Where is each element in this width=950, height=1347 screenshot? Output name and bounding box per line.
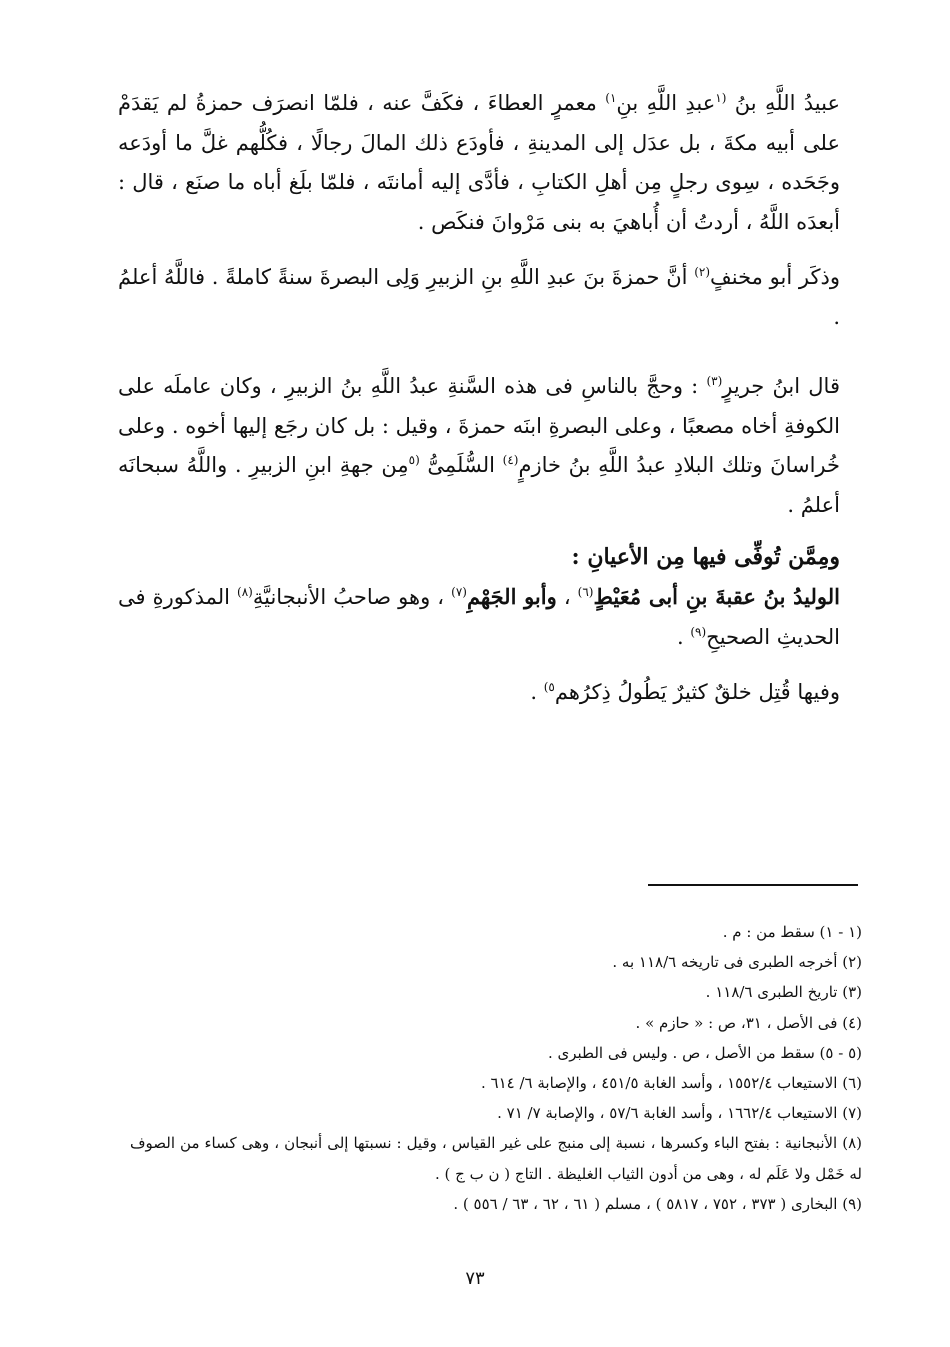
footnote-1: (١ - ١) سقط من : م . bbox=[722, 923, 862, 941]
paragraph-text: . bbox=[530, 680, 544, 704]
paragraph-abu-mikhnaf bbox=[118, 258, 840, 337]
person-name: الوليدُ بنُ عقبةَ بنِ أبى مُعَيْطٍ bbox=[593, 584, 840, 609]
paragraph-closing bbox=[118, 673, 840, 713]
footnote-marker[interactable]: (١ bbox=[715, 91, 727, 105]
paragraph-text: أنَّ حمزةَ بنَ عبدِ اللَّهِ بنِ الزبيرِ وَلِى البصرةَ سنةً كاملةً . فاللَّهُ أعلمُ . bbox=[118, 265, 840, 329]
paragraph-text: قال ابنُ جريرٍ bbox=[722, 374, 840, 398]
footnote-marker[interactable]: ٥) bbox=[543, 680, 555, 694]
footnote-3: (٣) تاريخ الطبرى ١١٨/٦ . bbox=[705, 983, 862, 1002]
person-name: وأبو الجَهْمِ bbox=[466, 584, 557, 609]
footnote-2: (٢) أخرجه الطبرى فى تاريخه ١١٨/٦ به . bbox=[612, 953, 862, 972]
paragraph-hamza-deposit bbox=[118, 84, 840, 242]
paragraph-text: المذكورةِ فى الحديثِ الصحيحِ bbox=[118, 585, 840, 649]
footnote-marker[interactable]: (٩) bbox=[690, 624, 707, 639]
footnote-4: (٤) فى الأصل ، ٣١، ص : « حازم » . bbox=[635, 1013, 862, 1032]
footnote-marker[interactable]: (٤) bbox=[502, 453, 519, 467]
paragraph-text: معمرٍ العطاءَ ، فكَفَّ عنه ، فلمّا انصرَف حمزةُ لم يَقدَمْ على أبيه مكةَ ، بل عدَل إلى المدينةِ ، فأودَع ذلك المالَ رجالًا ، فكُلُّهم غلَّ ما أودَعه وجَحَده ، سِوى رجلٍ مِن أهلِ الكتابِ ، فأدَّى إليه أمانتَه ، فلمّا بلَغ أباه ما صنَع ، قال : أبعدَه اللَّهُ ، أردتُ أن أُباهيَ به بنى مَرْوانَ فنكَص . bbox=[118, 91, 840, 234]
separator-line bbox=[648, 884, 858, 886]
paragraph-text: ، bbox=[556, 585, 578, 609]
paragraph-text: عبيدُ اللَّهِ بنُ bbox=[726, 91, 841, 115]
paragraph-text: ، وهو صاحبُ الأنبجانيَّةِ bbox=[252, 585, 452, 609]
paragraph-text: مِن جهةِ ابنِ الزبيرِ . واللَّهُ سبحانَه أعلمُ . bbox=[118, 453, 840, 517]
footnote-marker[interactable]: ١) bbox=[605, 91, 617, 105]
paragraph-ibn-jarir bbox=[118, 367, 840, 525]
footnote-8: (٨) الأنبجانية : بفتح الباء وكسرها ، نسبة إلى منبج على غير القياس ، وقيل : نسبتها إلى أنبجان ، وهى كساء من الصوف له خَمْل ولا عَلَم له ، وهى من أدون الثياب الغليظة . التاج ( ن ب ج ) . bbox=[130, 1134, 862, 1183]
section-heading: ومِمَّن تُوفِّى فيها مِن الأعيانِ : bbox=[571, 544, 840, 570]
footnote-marker[interactable]: (٦) bbox=[577, 585, 594, 599]
footnote-marker[interactable]: (٥ bbox=[408, 453, 420, 467]
paragraph-text: وذكَر أبو مخنفٍ bbox=[710, 265, 840, 289]
paragraph-text: : وحجَّ بالناسِ فى هذه السَّنةِ عبدُ اللَّهِ بنُ الزبيرِ ، وكان عاملَه على الكوفةِ أخاه مصعبًا ، وعلى البصرةِ ابنَه حمزةَ ، وقيل : بل كان رجَع إليها أخوه . وعلى خُراسانَ وتلك البلادِ عبدُ اللَّهِ بنُ خازمٍ bbox=[118, 374, 841, 477]
page-number: ٧٣ bbox=[465, 1268, 485, 1289]
footnote-marker[interactable]: (٣) bbox=[706, 374, 723, 388]
paragraph-text: . bbox=[676, 624, 691, 649]
paragraph-text: وفيها قُتِل خلقٌ كثيرٌ يَطُولُ ذِكرُهم bbox=[554, 680, 840, 704]
paragraph-deaths bbox=[118, 577, 840, 657]
main-text bbox=[118, 84, 840, 713]
footnote-marker[interactable]: (٨) bbox=[237, 585, 253, 599]
footnote-marker[interactable]: (٧) bbox=[451, 585, 467, 599]
footnote-9: (٩) البخارى ( ٣٧٣ ، ٧٥٢ ، ٥٨١٧ ) ، مسلم ( ٦١ ، ٦٢ ، ٦٣ / ٥٥٦ ) . bbox=[453, 1194, 862, 1213]
footnote-7: (٧) الاستيعاب ١٦٦٢/٤ ، وأسد الغابة ٥٧/٦ ، والإصابة ٧/ ٧١ . bbox=[497, 1104, 862, 1123]
footnote-separator bbox=[648, 884, 858, 886]
paragraph-text: السُّلَمِىُّ bbox=[419, 453, 503, 477]
footnotes bbox=[130, 917, 862, 1219]
footnote-6: (٦) الاستيعاب ١٥٥٢/٤ ، وأسد الغابة ٤٥١/٥ ، والإصابة ٦/ ٦١٤ . bbox=[481, 1074, 862, 1093]
footnote-marker[interactable]: (٢) bbox=[694, 265, 711, 279]
paragraph-text: عبدِ اللَّهِ بنِ bbox=[616, 91, 716, 115]
footnote-5: (٥ - ٥) سقط من الأصل ، ص . وليس فى الطبرى . bbox=[547, 1043, 862, 1062]
